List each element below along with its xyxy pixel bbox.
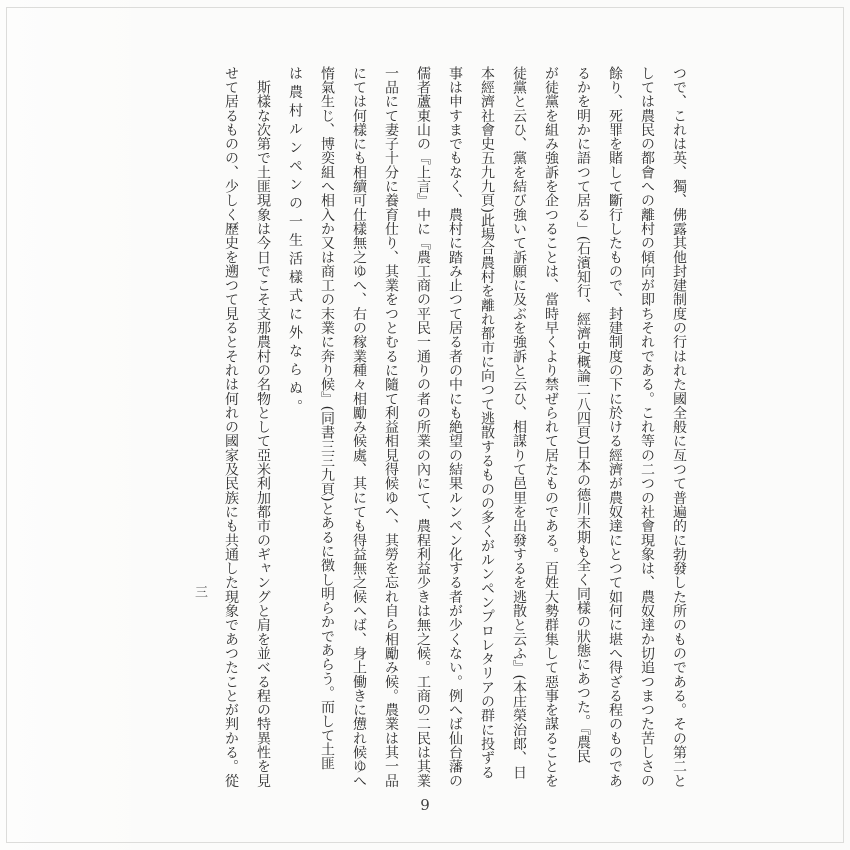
text-column-9: 儒者蘆東山の『上言』中に『農工商の平民一通りの者の所業の內にて、農程利益少きは無之候。工商の二民は其業: [415, 66, 431, 788]
vertical-text-block: [215, 66, 695, 790]
text-column-5: が徒黨を組み強訴を企つることは、當時早くより禁ぜられて居たものである。百姓大勢群集して惡事を謀ることを: [543, 66, 559, 788]
text-column-15: せて居るものの、少しく歷史を遡つて見るとそれは何れの國家及民族にも共通した現象であつたことが判かる。從: [223, 66, 239, 788]
text-column-4: るかを明かに語つて居る」(石濱知行、經濟史概論二八四頁)日本の德川末期も全く同樣の狀態にあつた。『農民: [575, 66, 591, 764]
text-column-10: 一品にて妻子十分に養育仕り、其業をつとむるに隨て利益相見得候ゆへ、其勞を忘れ自ら相勵み候。農業は其一品: [383, 66, 399, 788]
text-column-7: 本經濟社會史五九九頁)此場合農村を離れ都市に向つて逃散するものの多くがルンペンプロレタリアの群に投ずる: [479, 66, 495, 780]
page-number: 9: [420, 796, 430, 814]
text-column-12: 惰氣生じ、博奕組へ相入か又は商工の末業に奔り候』(同書三三九頁)とあるに徴し明らかであらう。而して土匪: [319, 66, 335, 771]
text-column-8: 事は申すまでもなく、農村に踏み止つて居る者の中にも絶望の結果ルンペン化する者が少くない。例へば仙台藩の: [447, 66, 463, 788]
text-column-13: は農村ルンペンの一生活樣式に外ならぬ。: [287, 66, 303, 418]
section-number-marker: 三: [192, 585, 207, 598]
text-column-6: 徒黨と云ひ、黨を結び強いて訴願に及ぶを強訴と云ひ、相謀りて邑里を出發するを逃散と云ふ』(本庄榮治郎、日: [511, 66, 527, 780]
text-column-11: にては何樣にも相續可仕樣無之ゆへ、右の稼業種々相勵み候處、其にても得益無之候へば、身上働きに憊れ候ゆへ: [351, 66, 367, 788]
text-column-1: つで、これは英、獨、佛露其他封建制度の行はれた國全般に亙つて普遍的に勃發した所のものである。その第二と: [671, 66, 687, 788]
text-column-14: 斯樣な次第で土匪現象は今日でこそ支那農村の名物として亞米利加都市のギャングと肩を並べる程の特異性を見: [255, 66, 271, 788]
text-column-2: しては農民の都會への離村の傾向が即ちそれである。これ等の二つの社會現象は、農奴達か切追つまつた苦しさの: [639, 66, 655, 788]
text-column-3: 餘り、死罪を賭して斷行したもので、封建制度の下に於ける經濟が農奴達にとつて如何に堪へ得ざる程のものであ: [607, 66, 623, 788]
